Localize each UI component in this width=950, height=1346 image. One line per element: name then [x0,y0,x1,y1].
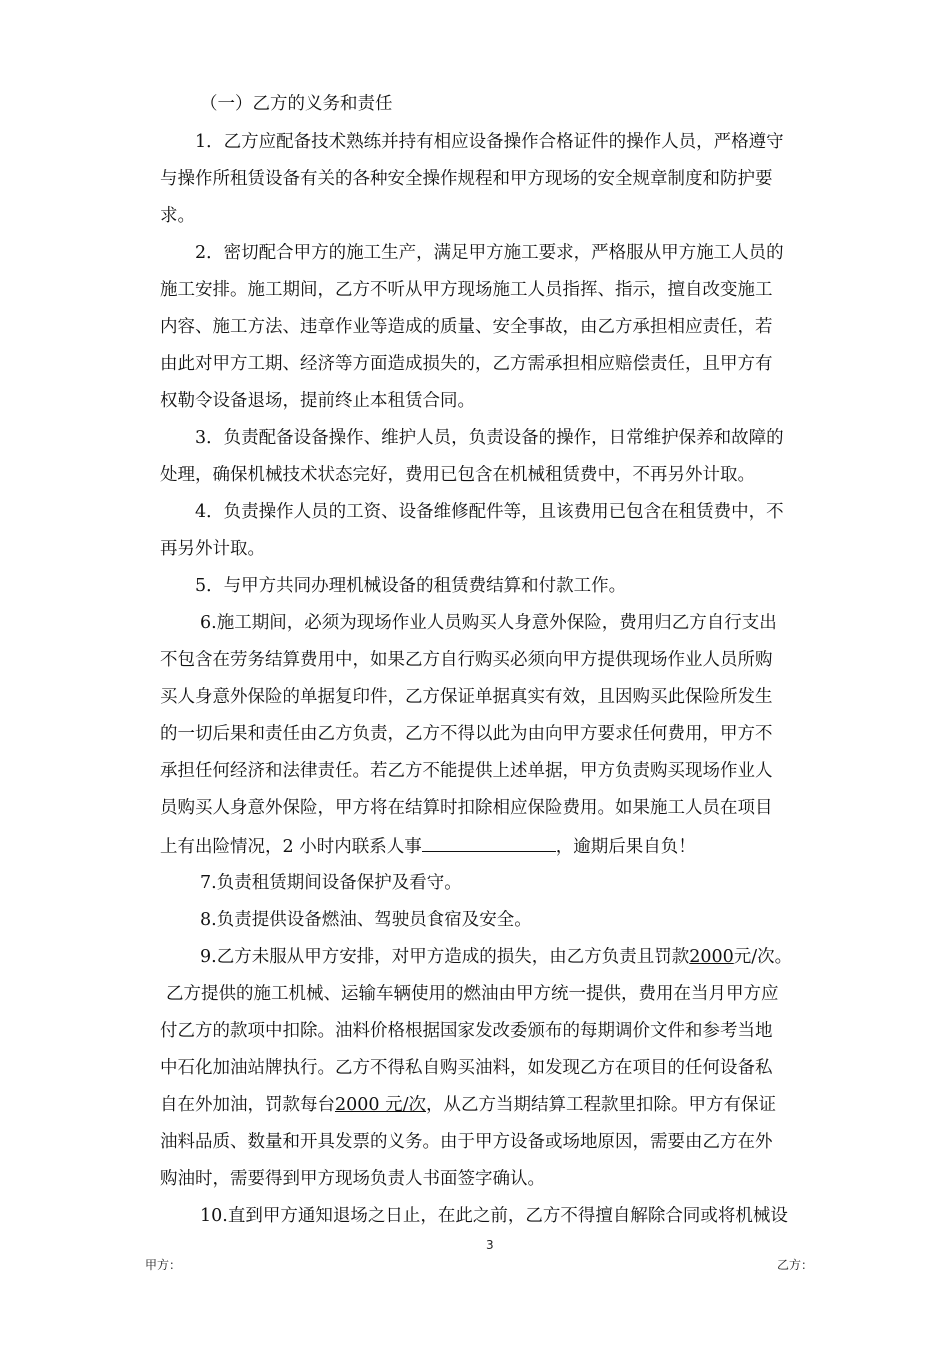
clause-6-line-6: 员购买人身意外保险，甲方将在结算时扣除相应保险费用。如果施工人员在项目 [160,798,773,818]
clause-6-line-7 [160,833,696,859]
clause-1-line-2: 与操作所租赁设备有关的各种安全操作规程和甲方现场的安全规章制度和防护要 [160,169,773,189]
clause-8: 8.负责提供设备燃油、驾驶员食宿及安全。 [200,910,532,930]
clause-10-line-1: 10.直到甲方通知退场之日止，在此之前，乙方不得擅自解除合同或将机械设 [200,1206,788,1226]
fuel-fine-amount: 2000 元/次 [335,1095,426,1115]
clause-9 [200,945,792,969]
party-b-signature-label: 乙方： [777,1258,814,1272]
contact-person-blank [422,833,556,852]
page-number: 3 [486,1238,494,1252]
clause-9-text-a: 9.乙方未服从甲方安排，对甲方造成的损失，由乙方负责且罚款 [200,947,690,967]
fuel-line-4-text-b: ，从乙方当期结算工程款里扣除。甲方有保证 [426,1095,776,1115]
clause-1-line-3: 求。 [160,206,195,226]
clause-1-line-1: 1．乙方应配备技术熟练并持有相应设备操作合格证件的操作人员，严格遵守 [195,132,784,152]
clause-6-line-4: 的一切后果和责任由乙方负责，乙方不得以此为由向甲方要求任何费用，甲方不 [160,724,773,744]
fuel-line-4-text-a: 自在外加油，罚款每台 [160,1095,335,1115]
clause-4-line-2: 再另外计取。 [160,539,265,559]
clause-2-line-1: 2．密切配合甲方的施工生产，满足甲方施工要求，严格服从甲方施工人员的 [195,243,784,263]
clause-2-line-3: 内容、施工方法、违章作业等造成的质量、安全事故，由乙方承担相应责任，若 [160,317,773,337]
clause-6-line-7-text-b: ，逾期后果自负！ [555,837,696,857]
fuel-line-6: 购油时，需要得到甲方现场负责人书面签字确认。 [160,1169,545,1189]
clause-7: 7.负责租赁期间设备保护及看守。 [200,873,462,893]
clause-6-line-1: 6.施工期间，必须为现场作业人员购买人身意外保险，费用归乙方自行支出 [200,613,777,633]
fuel-line-1: 乙方提供的施工机械、运输车辆使用的燃油由甲方统一提供，费用在当月甲方应 [166,984,779,1004]
clause-6-line-2: 不包含在劳务结算费用中，如果乙方自行购买必须向甲方提供现场作业人员所购 [160,650,773,670]
fuel-line-3: 中石化加油站牌执行。乙方不得私自购买油料，如发现乙方在项目的任何设备私 [160,1058,773,1078]
fuel-line-5: 油料品质、数量和开具发票的义务。由于甲方设备或场地原因，需要由乙方在外 [160,1132,773,1152]
clause-3-line-1: 3．负责配备设备操作、维护人员，负责设备的操作，日常维护保养和故障的 [195,428,784,448]
fuel-line-2: 付乙方的款项中扣除。油料价格根据国家发改委颁布的每期调价文件和参考当地 [160,1021,773,1041]
section-heading: （一）乙方的义务和责任 [200,94,393,114]
clause-6-line-5: 承担任何经济和法律责任。若乙方不能提供上述单据，甲方负责购买现场作业人 [160,761,773,781]
clause-4-line-1: 4．负责操作人员的工资、设备维修配件等，且该费用已包含在租赁费中，不 [195,502,784,522]
clause-9-fine-amount: 2000 [689,947,734,967]
clause-6-line-7-text-a: 上有出险情况，2 小时内联系人事 [160,837,422,857]
clause-9-text-b: 元/次。 [733,947,793,967]
clause-2-line-5: 权勒令设备退场，提前终止本租赁合同。 [160,391,475,411]
clause-2-line-4: 由此对甲方工期、经济等方面造成损失的，乙方需承担相应赔偿责任，且甲方有 [160,354,773,374]
party-a-signature-label: 甲方： [145,1258,182,1272]
clause-5-line-1: 5．与甲方共同办理机械设备的租赁费结算和付款工作。 [195,576,627,596]
fuel-line-4 [160,1093,776,1117]
clause-3-line-2: 处理，确保机械技术状态完好，费用已包含在机械租赁费中，不再另外计取。 [160,465,755,485]
clause-2-line-2: 施工安排。施工期间，乙方不听从甲方现场施工人员指挥、指示，擅自改变施工 [160,280,773,300]
clause-6-line-3: 买人身意外保险的单据复印件，乙方保证单据真实有效，且因购买此保险所发生 [160,687,773,707]
